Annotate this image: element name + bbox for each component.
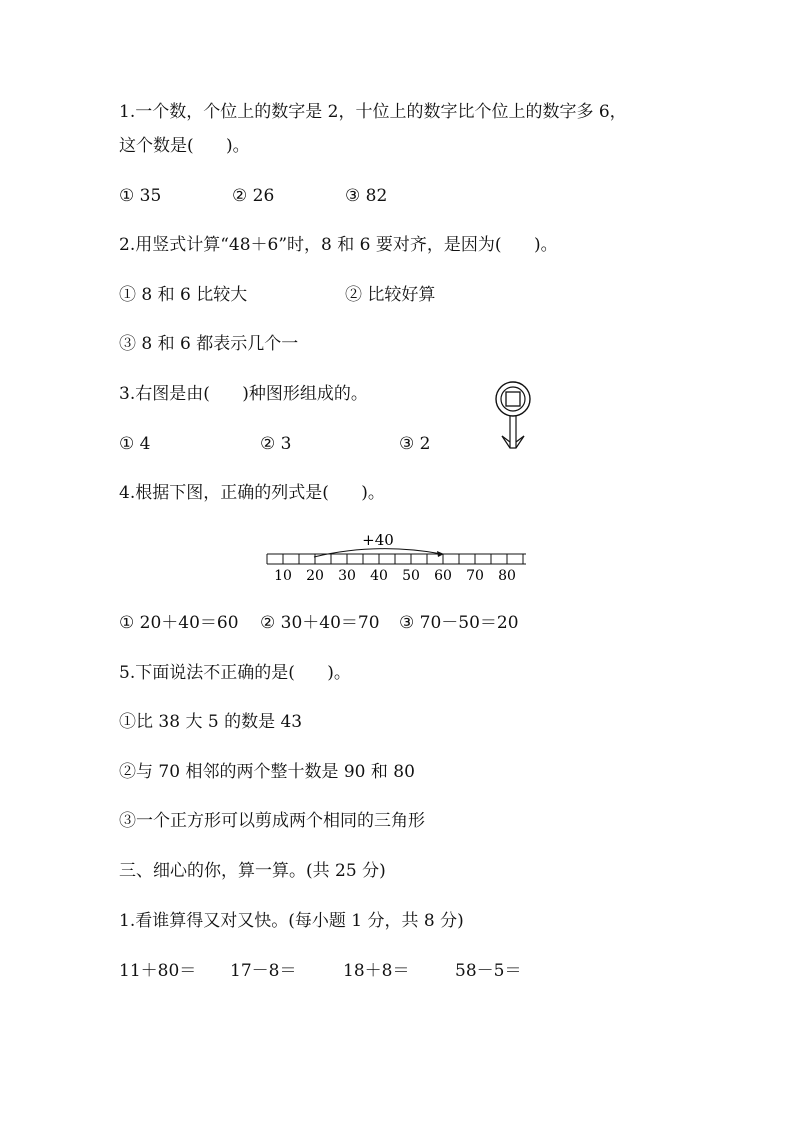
number-line-figure xyxy=(262,526,534,586)
q5-statement-1[interactable]: ①比 38 大 5 的数是 43 xyxy=(119,712,303,732)
problem-1[interactable]: 11＋80＝ xyxy=(119,961,197,981)
q5-text: 5.下面说法不正确的是( )。 xyxy=(119,663,351,683)
q1-option-3[interactable]: ③ 82 xyxy=(345,186,388,206)
tick-label: 50 xyxy=(402,568,420,584)
q2-option-3[interactable]: ③ 8 和 6 都表示几个一 xyxy=(119,334,299,354)
tick-label: 70 xyxy=(466,568,484,584)
q1-text-line1: 1.一个数，个位上的数字是 2，十位上的数字比个位上的数字多 6， xyxy=(119,102,627,122)
problem-4[interactable]: 58－5＝ xyxy=(455,961,522,981)
section3-heading: 三、细心的你，算一算。(共 25 分) xyxy=(119,861,386,881)
q3-option-2[interactable]: ② 3 xyxy=(260,434,292,454)
tick-label: 10 xyxy=(274,568,292,584)
key-square xyxy=(506,392,520,406)
q2-text: 2.用竖式计算“48＋6”时，8 和 6 要对齐，是因为( )。 xyxy=(119,235,558,255)
tick-label: 30 xyxy=(338,568,356,584)
tick-label: 60 xyxy=(434,568,452,584)
tick-label: 80 xyxy=(498,568,516,584)
problem-3[interactable]: 18＋8＝ xyxy=(343,961,410,981)
q2-option-1[interactable]: ① 8 和 6 比较大 xyxy=(119,285,248,305)
section3-sub1: 1.看谁算得又对又快。(每小题 1 分，共 8 分) xyxy=(119,911,464,931)
q4-option-2[interactable]: ② 30＋40＝70 xyxy=(260,613,380,633)
q3-option-3[interactable]: ③ 2 xyxy=(399,434,431,454)
q4-text: 4.根据下图，正确的列式是( )。 xyxy=(119,483,385,503)
tick-marks xyxy=(267,554,523,564)
arrow-label: +40 xyxy=(362,531,394,549)
jump-arc xyxy=(314,549,442,557)
q4-option-1[interactable]: ① 20＋40＝60 xyxy=(119,613,239,633)
q2-option-2[interactable]: ② 比较好算 xyxy=(345,285,436,305)
tick-labels xyxy=(274,568,516,584)
q4-option-3[interactable]: ③ 70－50＝20 xyxy=(399,613,519,633)
tick-label: 40 xyxy=(370,568,388,584)
q1-option-2[interactable]: ② 26 xyxy=(232,186,275,206)
key-figure xyxy=(490,378,536,452)
tick-label: 20 xyxy=(306,568,324,584)
q5-statement-2[interactable]: ②与 70 相邻的两个整十数是 90 和 80 xyxy=(119,762,415,782)
q5-statement-3[interactable]: ③一个正方形可以剪成两个相同的三角形 xyxy=(119,811,425,831)
q1-option-1[interactable]: ① 35 xyxy=(119,186,162,206)
problem-2[interactable]: 17－8＝ xyxy=(230,961,297,981)
q3-option-1[interactable]: ① 4 xyxy=(119,434,151,454)
q3-text: 3.右图是由( )种图形组成的。 xyxy=(119,384,368,404)
q1-text-line2: 这个数是( )。 xyxy=(119,136,250,156)
key-inner-circle xyxy=(501,387,525,411)
